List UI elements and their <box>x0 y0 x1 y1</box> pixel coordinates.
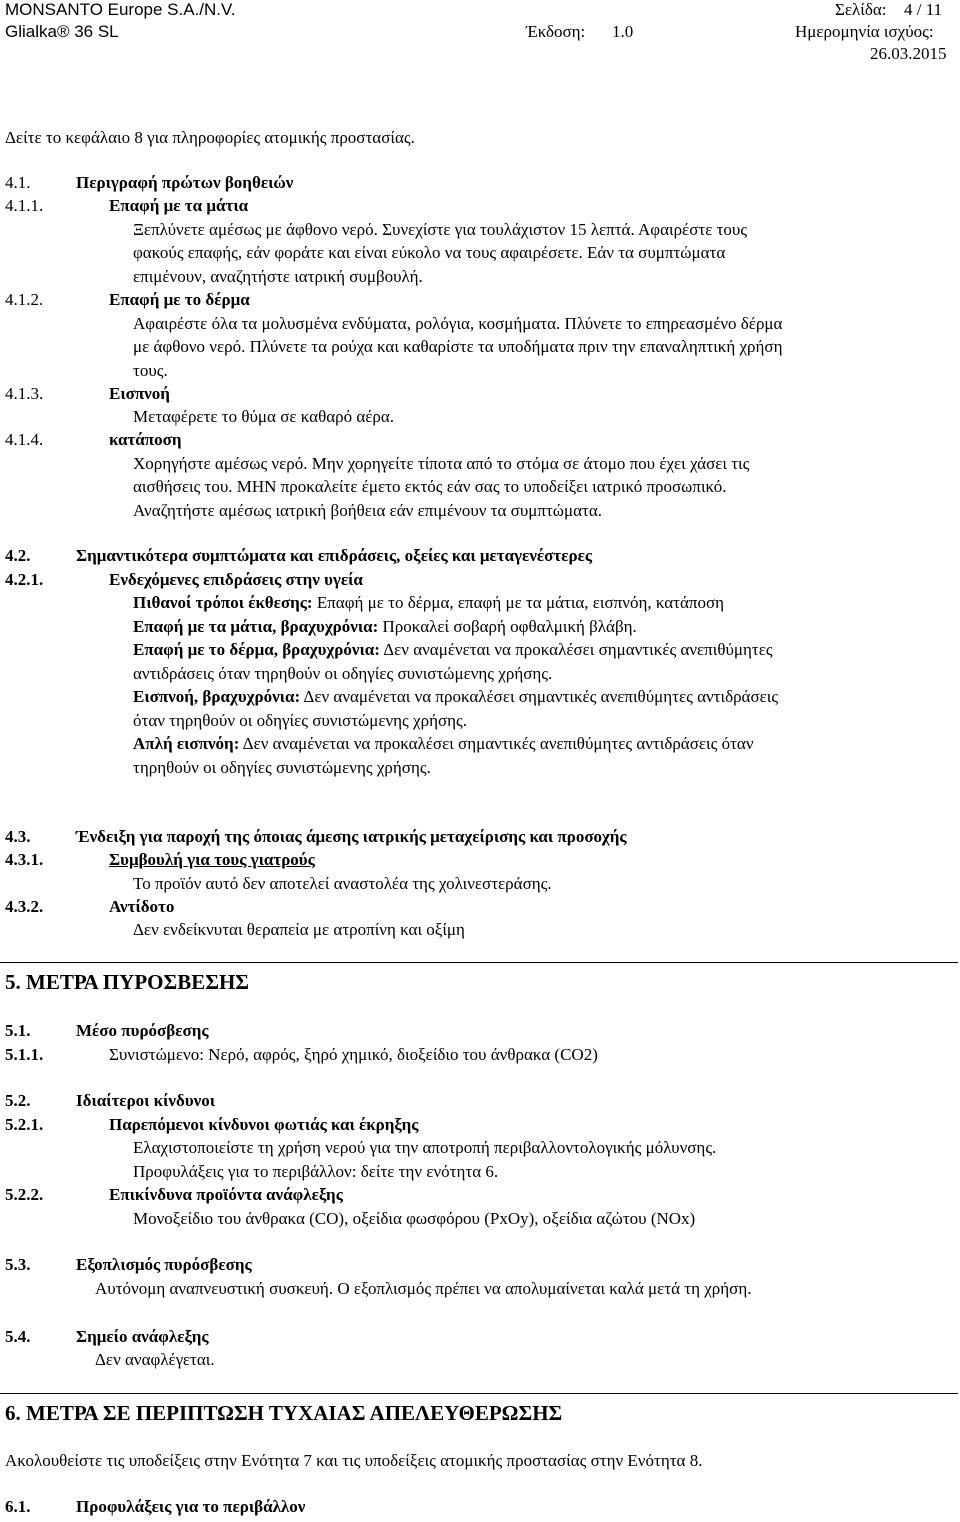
subsection-title: Συμβουλή για τους γιατρούς <box>109 850 315 869</box>
eyes-line: φακούς επαφής, εάν φοράτε και είναι εύκολο να τους αφαιρέσετε. Εάν τα συμπτώματα <box>133 243 726 262</box>
eyes-line: Ξεπλύνετε αμέσως με άφθονο νερό. Συνεχίστε για τουλάχιστον 15 λεπτά. Αφαιρέστε τους <box>133 220 748 239</box>
section-number: 5.1. <box>5 1021 31 1040</box>
equipment-text: Αυτόνομη αναπνευστική συσκευή. Ο εξοπλισμός πρέπει να απολυμαίνεται καλά μετά τη χρήση. <box>95 1279 752 1298</box>
intro-text: Δείτε το κεφάλαιο 8 για πληροφορίες ατομικής προστασίας. <box>5 128 415 147</box>
antidote-text: Δεν ενδείκνυται θεραπεία με ατροπίνη και οξίμη <box>133 920 465 939</box>
ingestion-line: Αναζητήστε αμέσως ιατρική βοήθεια εάν επιμένουν τα συμπτώματα. <box>133 501 602 520</box>
section-number: 4.2. <box>5 546 31 565</box>
flash-point-text: Δεν αναφλέγεται. <box>95 1350 215 1369</box>
routes-label: Πιθανοί τρόποι έκθεσης: <box>133 593 313 612</box>
doctors-text: Το προϊόν αυτό δεν αποτελεί αναστολέα της χολινεστεράσης. <box>133 874 552 893</box>
skin-effect-line <box>133 640 773 660</box>
section-number: 5.4. <box>5 1327 31 1346</box>
subsection-number: 4.1.2. <box>5 290 44 309</box>
ingestion-line: Χορηγήστε αμέσως νερό. Μην χορηγείτε τίποτα από το στόμα σε άτομο που έχει χάσει τις <box>133 454 750 473</box>
subsection-number: 5.2.1. <box>5 1115 44 1134</box>
section-title: Ένδειξη για παροχή της όποιας άμεσης ιατρικής μεταχείρισης και προσοχής <box>76 827 627 846</box>
section-title: Προφυλάξεις για το περιβάλλον <box>76 1497 306 1516</box>
subsection-number: 4.2.1. <box>5 570 44 589</box>
subsection-number: 4.1.3. <box>5 384 44 403</box>
page-label: Σελίδα: <box>835 0 887 19</box>
skin-line: Αφαιρέστε όλα τα μολυσμένα ενδύματα, ρολόγια, κοσμήματα. Πλύνετε το επηρεασμένο δέρμα <box>133 314 783 333</box>
section-title: Μέσο πυρόσβεσης <box>76 1021 209 1040</box>
subsection-number: 4.1.4. <box>5 430 44 449</box>
simple-inhalation-label: Απλή εισπνόη: <box>133 734 240 753</box>
page-number: 4 / 11 <box>904 0 943 19</box>
subsection-title: Επαφή με τα μάτια <box>109 196 249 215</box>
inhalation-effect-text: Δεν αναμένεται να προκαλέσει σημαντικές ανεπιθύμητες αντιδράσεις <box>300 687 779 706</box>
subsection-number: 4.3.2. <box>5 897 44 916</box>
section-title: Σημαντικότερα συμπτώματα και επιδράσεις, οξείες και μεταγενέστερες <box>76 546 593 565</box>
section-intro: Ακολουθείστε τις υποδείξεις στην Ενότητα 7 και τις υποδείξεις ατομικής προστασίας στην Ενότητα 8. <box>5 1451 703 1470</box>
section-title: Περιγραφή πρώτων βοηθειών <box>76 173 294 192</box>
section-number: 5.2. <box>5 1091 31 1110</box>
version-value: 1.0 <box>612 22 634 41</box>
section-title: Ιδιαίτεροι κίνδυνοι <box>76 1091 216 1110</box>
section-title: Εξοπλισμός πυρόσβεσης <box>76 1255 252 1274</box>
section-number: 6.1. <box>5 1497 31 1516</box>
subsection-title: Παρεπόμενοι κίνδυνοι φωτιάς και έκρηξης <box>109 1115 419 1134</box>
subsection-number: 5.2.2. <box>5 1185 44 1204</box>
validity-date: 26.03.2015 <box>870 44 947 63</box>
validity-label: Ημερομηνία ισχύος: <box>795 22 934 41</box>
skin-line: με άφθονο νερό. Πλύνετε τα ρούχα και καθαρίστε τα υποδήματα πριν την επαναληπτική χρήση <box>133 337 783 356</box>
version-label: Έκδοση: <box>526 22 586 41</box>
simple-inhalation-line <box>133 734 754 754</box>
subsection-title: Ενδεχόμενες επιδράσεις στην υγεία <box>109 570 363 589</box>
section-heading: 6. ΜΕΤΡΑ ΣΕ ΠΕΡΙΠΤΩΣΗ ΤΥΧΑΙΑΣ ΑΠΕΛΕΥΘΕΡΩΣΗΣ <box>5 1401 563 1425</box>
eye-effect-line <box>133 617 637 637</box>
company-name: MONSANTO Europe S.A./N.V. <box>5 0 236 19</box>
skin-effect-label: Επαφή με το δέρμα, βραχυχρόνια: <box>133 640 380 659</box>
section-heading: 5. ΜΕΤΡΑ ΠΥΡΟΣΒΕΣΗΣ <box>5 970 250 994</box>
section-number: 4.1. <box>5 173 31 192</box>
fire-line: Ελαχιστοποιείστε τη χρήση νερού για την αποτροπή περιβαλλοντολογικής μόλυνσης. <box>133 1138 717 1157</box>
product-name: Glialka® 36 SL <box>5 22 119 41</box>
subsection-title: κατάποση <box>109 430 182 449</box>
section-number: 5.3. <box>5 1255 31 1274</box>
subsection-title: Επικίνδυνα προϊόντα ανάφλεξης <box>109 1185 343 1204</box>
skin-line: τους. <box>133 361 168 380</box>
subsection-title: Εισπνοή <box>109 384 170 403</box>
recommended-media: Συνιστώμενο: Νερό, αφρός, ξηρό χημικό, διοξείδιο του άνθρακα (CO2) <box>109 1045 598 1064</box>
routes-line <box>133 593 724 613</box>
subsection-number: 5.1.1. <box>5 1045 44 1064</box>
section-divider <box>0 1393 958 1394</box>
section-title: Σημείο ανάφλεξης <box>76 1327 209 1346</box>
combustion-products: Μονοξείδιο του άνθρακα (CO), οξείδια φωσφόρου (PxOy), οξείδια αζώτου (NOx) <box>133 1209 696 1228</box>
skin-effect-text: Δεν αναμένεται να προκαλέσει σημαντικές ανεπιθύμητες <box>379 640 773 659</box>
simple-inhalation-line: τηρηθούν οι οδηγίες συνιστώμενης χρήσης. <box>133 758 431 777</box>
inhalation-effect-label: Εισπνοή, βραχυχρόνια: <box>133 687 301 706</box>
eye-effect-text: Προκαλεί σοβαρή οφθαλμική βλάβη. <box>378 617 637 636</box>
skin-effect-line: αντιδράσεις όταν τηρηθούν οι οδηγίες συνιστώμενης χρήσης. <box>133 664 553 683</box>
ingestion-line: αισθήσεις του. ΜΗΝ προκαλείτε έμετο εκτός εάν σας το υποδείξει ιατρικό προσωπικό. <box>133 477 727 496</box>
inhalation-line: Μεταφέρετε το θύμα σε καθαρό αέρα. <box>133 407 395 426</box>
eyes-line: επιμένουν, αναζητήστε ιατρική συμβουλή. <box>133 267 423 286</box>
fire-line: Προφυλάξεις για το περιβάλλον: δείτε την ενότητα 6. <box>133 1162 499 1181</box>
inhalation-effect-line: όταν τηρηθούν οι οδηγίες συνιστώμενης χρήσης. <box>133 711 467 730</box>
subsection-title: Αντίδοτο <box>109 897 175 916</box>
subsection-number: 4.1.1. <box>5 196 44 215</box>
simple-inhalation-text: Δεν αναμένεται να προκαλέσει σημαντικές ανεπιθύμητες αντιδράσεις όταν <box>239 734 754 753</box>
subsection-number: 4.3.1. <box>5 850 44 869</box>
routes-text: Επαφή με το δέρμα, επαφή με τα μάτια, εισπνόη, κατάποση <box>312 593 725 612</box>
inhalation-effect-line <box>133 687 778 707</box>
subsection-title: Επαφή με το δέρμα <box>109 290 250 309</box>
eye-effect-label: Επαφή με τα μάτια, βραχυχρόνια: <box>133 617 379 636</box>
section-number: 4.3. <box>5 827 31 846</box>
section-divider <box>0 962 958 963</box>
